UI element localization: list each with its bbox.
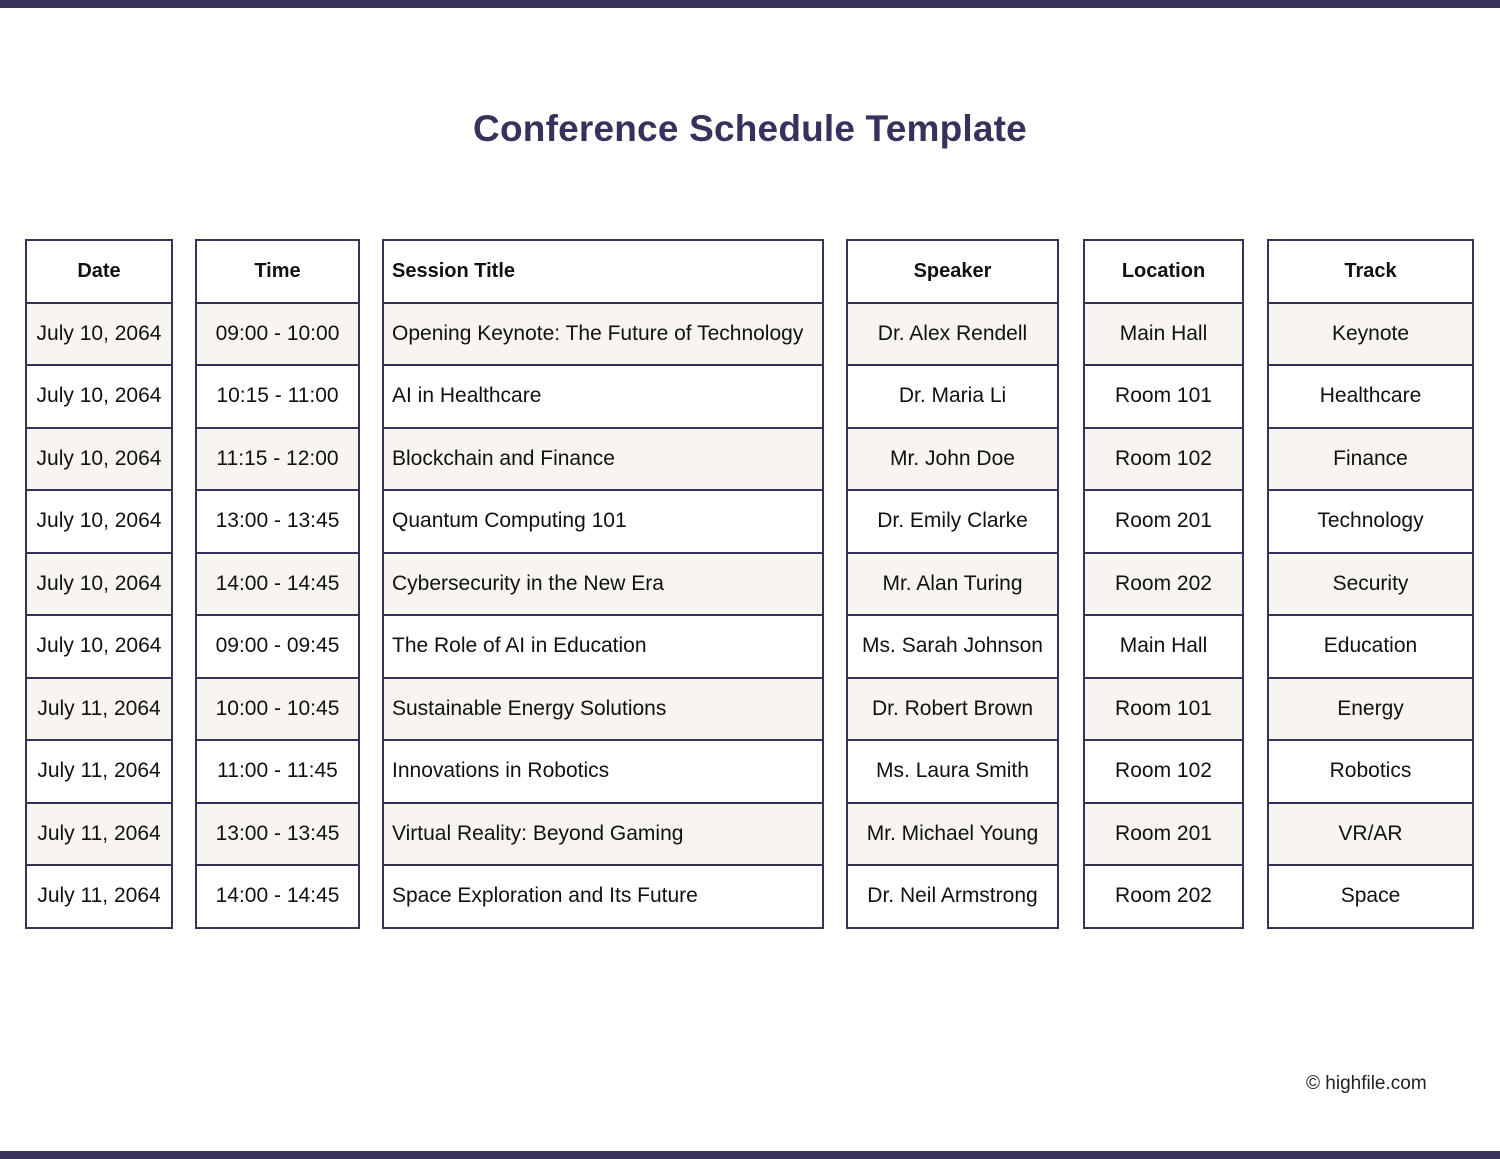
date-column	[25, 239, 173, 929]
table-cell: Mr. John Doe	[848, 429, 1057, 492]
table-cell: 10:00 - 10:45	[197, 679, 358, 742]
table-cell: Room 102	[1085, 429, 1242, 492]
table-cell: July 11, 2064	[27, 679, 171, 742]
column-header: Speaker	[848, 241, 1057, 304]
column-header: Location	[1085, 241, 1242, 304]
table-cell: 11:00 - 11:45	[197, 741, 358, 804]
table-cell: Space	[1269, 866, 1472, 929]
table-cell: Dr. Alex Rendell	[848, 304, 1057, 367]
top-border-bar	[0, 0, 1500, 8]
table-cell: 14:00 - 14:45	[197, 866, 358, 929]
table-cell: July 11, 2064	[27, 804, 171, 867]
table-cell: AI in Healthcare	[384, 366, 822, 429]
speaker-column	[846, 239, 1059, 929]
session-title-column	[382, 239, 824, 929]
table-cell: Room 201	[1085, 491, 1242, 554]
table-cell: Room 101	[1085, 679, 1242, 742]
copyright-footer: © highfile.com	[1306, 1073, 1427, 1094]
table-cell: Mr. Michael Young	[848, 804, 1057, 867]
table-cell: Education	[1269, 616, 1472, 679]
table-cell: Room 101	[1085, 366, 1242, 429]
table-cell: July 10, 2064	[27, 429, 171, 492]
column-header: Time	[197, 241, 358, 304]
table-cell: Sustainable Energy Solutions	[384, 679, 822, 742]
location-column	[1083, 239, 1244, 929]
table-cell: The Role of AI in Education	[384, 616, 822, 679]
table-cell: July 10, 2064	[27, 554, 171, 617]
bottom-border-bar	[0, 1151, 1500, 1159]
table-cell: July 11, 2064	[27, 866, 171, 929]
table-cell: Finance	[1269, 429, 1472, 492]
table-cell: Ms. Laura Smith	[848, 741, 1057, 804]
table-cell: Room 201	[1085, 804, 1242, 867]
table-cell: 14:00 - 14:45	[197, 554, 358, 617]
column-header: Track	[1269, 241, 1472, 304]
table-cell: July 11, 2064	[27, 741, 171, 804]
table-cell: Security	[1269, 554, 1472, 617]
table-cell: Dr. Robert Brown	[848, 679, 1057, 742]
table-cell: Room 202	[1085, 554, 1242, 617]
table-cell: 11:15 - 12:00	[197, 429, 358, 492]
table-cell: Keynote	[1269, 304, 1472, 367]
table-cell: Energy	[1269, 679, 1472, 742]
table-cell: July 10, 2064	[27, 616, 171, 679]
table-cell: July 10, 2064	[27, 491, 171, 554]
table-cell: Dr. Maria Li	[848, 366, 1057, 429]
table-cell: Dr. Emily Clarke	[848, 491, 1057, 554]
table-cell: 09:00 - 09:45	[197, 616, 358, 679]
table-cell: Robotics	[1269, 741, 1472, 804]
column-header: Session Title	[384, 241, 822, 304]
table-cell: Quantum Computing 101	[384, 491, 822, 554]
table-cell: Innovations in Robotics	[384, 741, 822, 804]
page-title: Conference Schedule Template	[473, 108, 1027, 149]
table-cell: 09:00 - 10:00	[197, 304, 358, 367]
table-cell: Dr. Neil Armstrong	[848, 866, 1057, 929]
table-cell: Space Exploration and Its Future	[384, 866, 822, 929]
table-cell: Main Hall	[1085, 616, 1242, 679]
table-cell: July 10, 2064	[27, 304, 171, 367]
table-cell: Healthcare	[1269, 366, 1472, 429]
table-cell: 13:00 - 13:45	[197, 491, 358, 554]
table-cell: Main Hall	[1085, 304, 1242, 367]
column-header: Date	[27, 241, 171, 304]
table-cell: Blockchain and Finance	[384, 429, 822, 492]
table-cell: July 10, 2064	[27, 366, 171, 429]
table-cell: Mr. Alan Turing	[848, 554, 1057, 617]
track-column	[1267, 239, 1474, 929]
table-cell: Opening Keynote: The Future of Technology	[384, 304, 822, 367]
table-cell: 10:15 - 11:00	[197, 366, 358, 429]
table-cell: VR/AR	[1269, 804, 1472, 867]
table-cell: Technology	[1269, 491, 1472, 554]
table-cell: Virtual Reality: Beyond Gaming	[384, 804, 822, 867]
table-cell: Room 202	[1085, 866, 1242, 929]
table-cell: 13:00 - 13:45	[197, 804, 358, 867]
table-cell: Ms. Sarah Johnson	[848, 616, 1057, 679]
time-column	[195, 239, 360, 929]
table-cell: Cybersecurity in the New Era	[384, 554, 822, 617]
table-cell: Room 102	[1085, 741, 1242, 804]
